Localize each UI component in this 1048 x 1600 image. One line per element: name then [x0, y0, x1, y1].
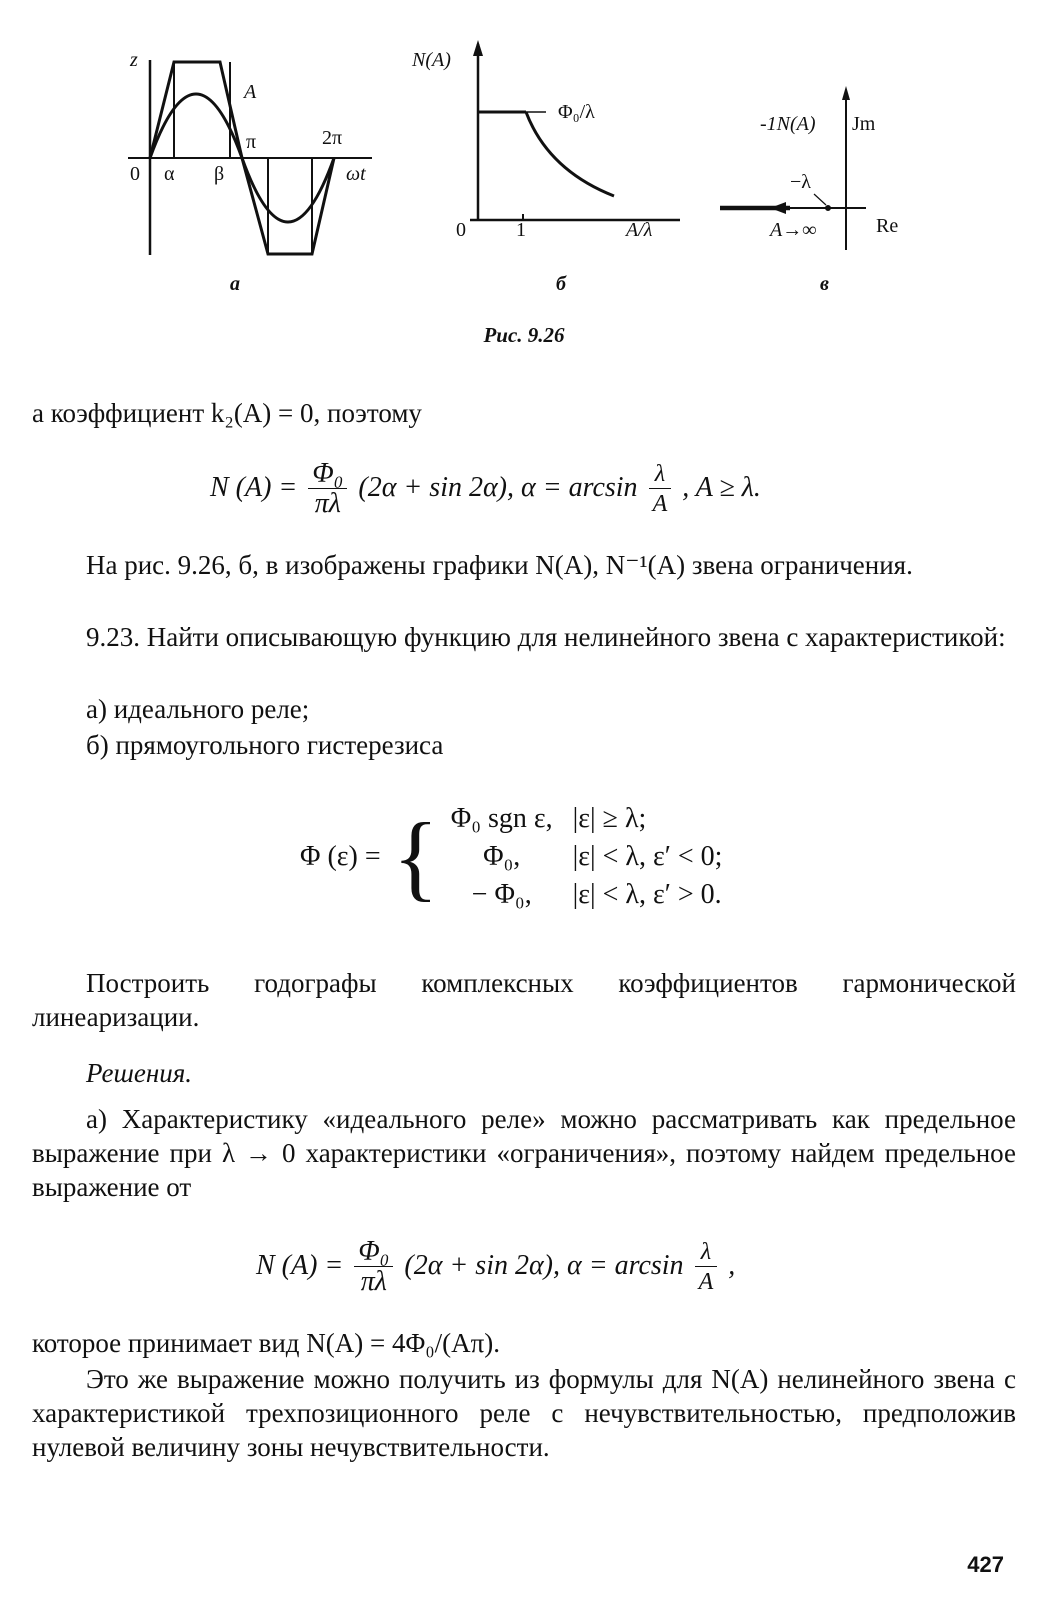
eq3-lhs: N (A) =	[256, 1249, 344, 1281]
paragraph-9: которое принимает вид N(A) = 4Φ₀/(Aπ).	[32, 1328, 501, 1358]
panel-v-minus-lambda-point	[826, 206, 831, 211]
panel-v-re-label: Re	[876, 215, 899, 237]
eq3-num2: λ	[695, 1238, 718, 1267]
eq3-fraction	[354, 1238, 393, 1297]
figure-drawings	[0, 30, 1048, 330]
panel-v-direction-arrow	[770, 202, 786, 214]
paragraph-8: а) Характеристику «идеального реле» можно рассматривать как предельное выражение при λ → 0 характеристики «ограничения», поэтому найдем предельное выражение от	[32, 1104, 1016, 1202]
eq2-r2c1: |ε| < λ, ε′ > 0.	[572, 879, 722, 910]
panel-a-2pi-label: 2π	[322, 127, 343, 149]
panel-b-zero-label: 0	[456, 219, 466, 241]
panel-b-y-arrow	[473, 40, 483, 56]
panel-v-leader	[814, 194, 826, 205]
panel-b-curve-label: Φ₀/λ	[558, 101, 595, 123]
eq1-lhs: N (A) =	[210, 471, 298, 503]
eq1-fraction	[308, 460, 347, 519]
eq1-tail: , A ≥ λ.	[682, 471, 761, 503]
eq1-den2: A	[652, 491, 668, 517]
panel-a-zero-label: 0	[130, 163, 140, 185]
panel-a-A-label: A	[244, 81, 257, 103]
figure-9-26	[0, 30, 1048, 360]
paragraph-1: а коэффициент k₂(A) = 0, поэтому	[32, 398, 422, 428]
panel-v-top-label: -1N(A)	[760, 113, 816, 135]
panel-a-z-label: z	[130, 49, 138, 71]
eq1-num: Φ₀	[308, 460, 347, 489]
panel-v-ainf-label: A→∞	[770, 219, 817, 241]
panel-a-pi-label: π	[246, 131, 257, 153]
page-number: 427	[967, 1552, 1004, 1577]
eq1-mid: (2α + sin 2α), α = arcsin	[358, 471, 638, 503]
panel-b-one-label: 1	[516, 219, 526, 241]
eq2-r2c0: − Φ₀,	[471, 879, 532, 910]
equation-2	[290, 800, 732, 914]
panel-a-letter: а	[230, 273, 240, 295]
eq2-r1c0: Φ₀,	[483, 841, 521, 872]
eq3-den2: A	[698, 1269, 714, 1295]
figure-caption: Рис. 9.26	[483, 323, 565, 347]
panel-b-ylabel: N(A)	[412, 49, 451, 71]
eq1-fraction-2	[649, 460, 672, 519]
eq3-tail: ,	[728, 1249, 736, 1281]
solutions-heading: Решения.	[86, 1058, 193, 1088]
paragraph-10: Это же выражение можно получить из формулы для N(A) нелинейного звена с характеристикой трехпозиционного реле с нечувствительностью, предположив нулевой величину зоны нечувствительности.	[32, 1364, 1016, 1462]
eq2-lhs: Φ (ε) =	[300, 841, 381, 872]
eq3-num: Φ₀	[354, 1238, 393, 1267]
panel-v-letter: в	[820, 273, 829, 295]
paragraph-2: На рис. 9.26, б, в изображены графики N(A), N⁻¹(A) звена ограничения.	[86, 550, 913, 580]
paragraph-3: 9.23. Найти описывающую функцию для нелинейного звена с характеристикой:	[86, 622, 1006, 652]
panel-a-wt-label: ωt	[346, 163, 366, 185]
panel-v-im-arrow	[842, 86, 850, 100]
eq1-num2: λ	[649, 460, 672, 489]
equation-1	[0, 460, 1048, 519]
eq3-mid: (2α + sin 2α), α = arcsin	[404, 1249, 684, 1281]
equation-3	[0, 1238, 1048, 1297]
panel-b-xlabel: A/λ	[626, 219, 653, 241]
eq3-fraction-2	[695, 1238, 718, 1297]
eq2-r0c0: Φ₀ sgn ε,	[450, 803, 553, 834]
eq1-den: πλ	[314, 488, 341, 519]
eq2-r0c1: |ε| ≥ λ;	[572, 803, 647, 834]
panel-v-jm-label: Jm	[852, 113, 876, 135]
panel-b	[470, 40, 680, 220]
paragraph-4: а) идеального реле;	[86, 694, 310, 724]
eq3-den: πλ	[360, 1266, 387, 1297]
eq2-r1c1: |ε| < λ, ε′ < 0;	[572, 841, 723, 872]
panel-b-letter: б	[556, 273, 566, 295]
eq2-table	[290, 800, 732, 914]
eq2-brace: {	[392, 803, 439, 910]
panel-v-minus-lambda-label: −λ	[790, 171, 811, 193]
paragraph-5: б) прямоугольного гистерезиса	[86, 730, 444, 760]
paragraph-6: Построить годографы комплексных коэффициентов гармонической линеаризации.	[32, 968, 1016, 1032]
panel-a-beta-label: β	[214, 163, 225, 185]
panel-a-alpha-label: α	[164, 163, 175, 185]
panel-b-decay-curve	[526, 112, 614, 196]
